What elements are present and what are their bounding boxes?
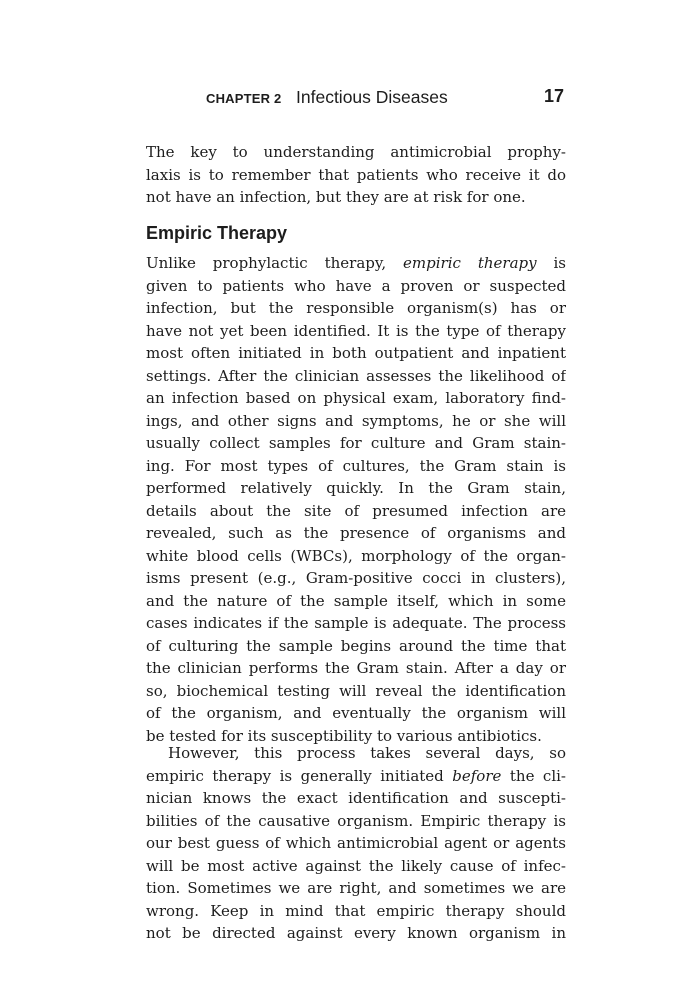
text-line: be tested for its susceptibility to various antibiotics. bbox=[146, 726, 542, 745]
text-line: details about the site of presumed infection are bbox=[146, 501, 566, 520]
page-number: 17 bbox=[543, 86, 564, 106]
text-line: nician knows the exact identification and suscepti- bbox=[146, 789, 566, 807]
text-line: usually collect samples for culture and Gram stain- bbox=[146, 434, 566, 452]
text-line: of the organism, and eventually the organism will bbox=[146, 704, 566, 722]
text-line: isms present (e.g., Gram-positive cocci in clusters), bbox=[146, 569, 566, 587]
text-line: ing. For most types of cultures, the Gram stain is bbox=[146, 456, 566, 475]
text-line: will be most active against the likely cause of infec- bbox=[146, 856, 566, 875]
text-line: cases indicates if the sample is adequate. The process bbox=[146, 614, 566, 632]
text-line: not have an infection, but they are at risk for one. bbox=[146, 188, 526, 206]
book-page bbox=[146, 0, 566, 1000]
text-line: bilities of the causative organism. Empiric therapy is bbox=[146, 811, 566, 830]
text-line: the clinician performs the Gram stain. After a day or bbox=[146, 659, 566, 677]
text-line: infection, but the responsible organism(s) has or bbox=[146, 299, 566, 317]
text-line: white blood cells (WBCs), morphology of the organ- bbox=[146, 546, 566, 565]
chapter-label: CHAPTER 2 bbox=[206, 91, 282, 106]
text-line: However, this process takes several days, so bbox=[168, 744, 566, 762]
section-heading: Empiric Therapy bbox=[146, 223, 288, 243]
text-line: The key to understanding antimicrobial prophy- bbox=[146, 143, 566, 161]
text-line: laxis is to remember that patients who receive it do bbox=[146, 165, 566, 184]
text-line: given to patients who have a proven or suspected bbox=[146, 276, 566, 295]
text-line: settings. After the clinician assesses the likelihood of bbox=[146, 366, 566, 385]
text-line: our best guess of which antimicrobial agent or agents bbox=[146, 834, 566, 852]
text-line: have not yet been identified. It is the type of therapy bbox=[146, 321, 566, 340]
intro-paragraph bbox=[146, 141, 566, 209]
running-head bbox=[146, 86, 566, 112]
text-line: so, biochemical testing will reveal the identification bbox=[146, 681, 566, 700]
empiric-therapy-paragraph-2 bbox=[146, 742, 566, 945]
text-line: most often initiated in both outpatient and inpatient bbox=[146, 344, 566, 362]
text-line: Unlike prophylactic therapy, empiric therapy is bbox=[146, 254, 566, 272]
text-line: ings, and other signs and symptoms, he or she will bbox=[146, 411, 566, 430]
text-line: revealed, such as the presence of organisms and bbox=[146, 524, 566, 542]
text-line: empiric therapy is generally initiated before the cli- bbox=[146, 766, 566, 785]
text-line: not be directed against every known organism in bbox=[146, 924, 566, 942]
text-line: an infection based on physical exam, laboratory find- bbox=[146, 389, 566, 407]
text-line: and the nature of the sample itself, which in some bbox=[146, 591, 566, 610]
chapter-title: Infectious Diseases bbox=[296, 87, 448, 107]
text-line: tion. Sometimes we are right, and sometimes we are bbox=[146, 879, 566, 897]
text-line: performed relatively quickly. In the Gram stain, bbox=[146, 479, 566, 497]
empiric-therapy-paragraph-1 bbox=[146, 252, 566, 747]
text-line: wrong. Keep in mind that empiric therapy should bbox=[146, 901, 566, 920]
text-line: of culturing the sample begins around the time that bbox=[146, 636, 566, 655]
